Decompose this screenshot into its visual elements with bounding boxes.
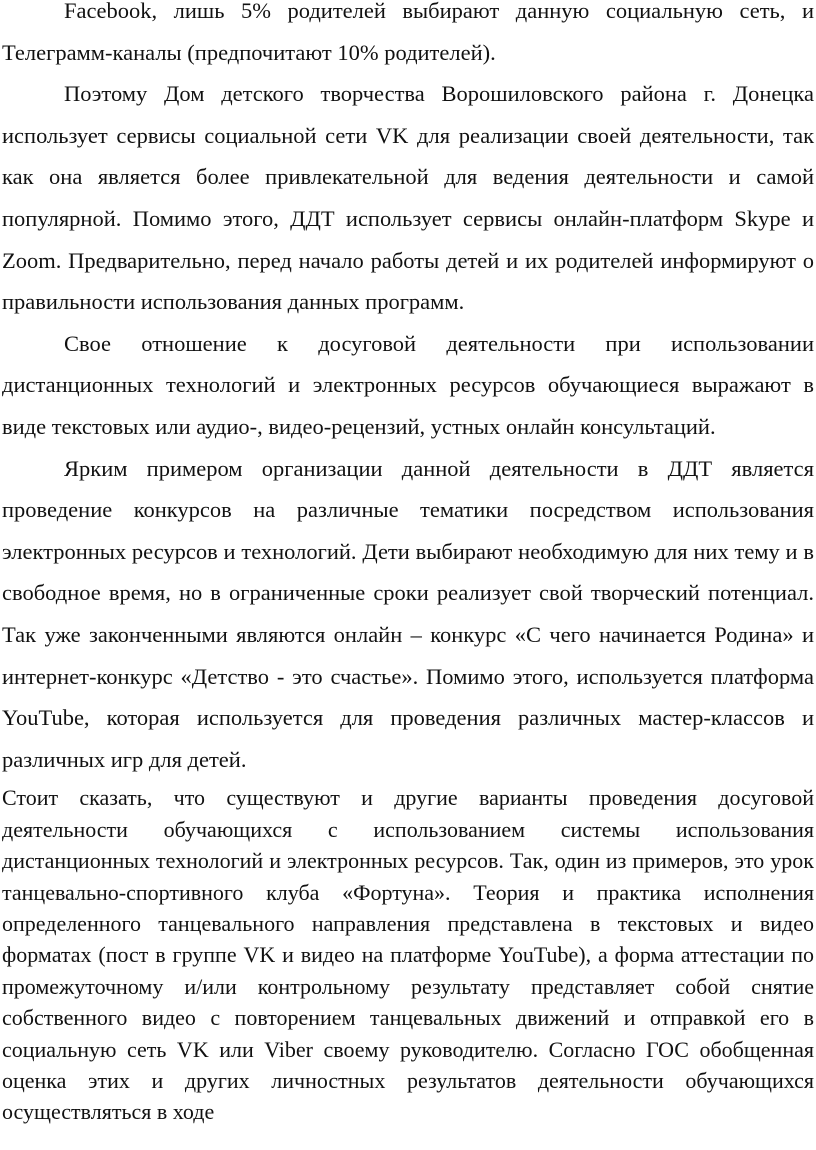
paragraph-dance-club-example: Стоит сказать, что существуют и другие варианты проведения досуговой деятельности обучающихся с использованием системы использования дистанционных технологий и электронных ресурсов. Так, один из примеров, это урок танцевально-спортивного клуба «Фортуна». Теория и практика исполнения определенного танцевального направления представлена в текстовых и видео форматах (пост в группе VK и видео на платформе YouTube), а форма аттестации по промежуточному и/или контрольному результату представляет собой снятие собственного видео с повторением танцевальных движений и отправкой его в социальную сеть VK или Viber своему руководителю. Согласно ГОС обобщенная оценка этих и других личностных результатов деятельности обучающихся осуществляться в ходе bbox=[2, 785, 814, 1125]
paragraph-vk-usage: Поэтому Дом детского творчества Ворошиловского района г. Донецка использует сервисы социальной сети VK для реализации своей деятельности, так как она является более привлекательной для ведения деятельности и самой популярной. Помимо этого, ДДТ использует сервисы онлайн-платформ Skype и Zoom. Предварительно, перед начало работы детей и их родителей информируют о правильности использования данных программ. bbox=[2, 81, 814, 315]
paragraph-contests-example: Ярким примером организации данной деятельности в ДДТ является проведение конкурсов на различные тематики посредством использования электронных ресурсов и технологий. Дети выбирают необходимую для них тему и в свободное время, но в ограниченные сроки реализует свой творческий потенциал. Так уже законченными являются онлайн – конкурс «С чего начинается Родина» и интернет-конкурс «Детство - это счастье». Помимо этого, используется платформа YouTube, которая используется для проведения различных мастер-классов и различных игр для детей. bbox=[2, 455, 814, 772]
paragraph-leisure-attitude: Свое отношение к досуговой деятельности при использовании дистанционных технологий и электронных ресурсов обучающиеся выражают в виде текстовых или аудио-, видео-рецензий, устных онлайн консультаций. bbox=[2, 330, 814, 439]
paragraph-social-networks-continued: Facebook, лишь 5% родителей выбирают данную социальную сеть, и Телеграмм-каналы (предпочитают 10% родителей). bbox=[2, 0, 814, 65]
